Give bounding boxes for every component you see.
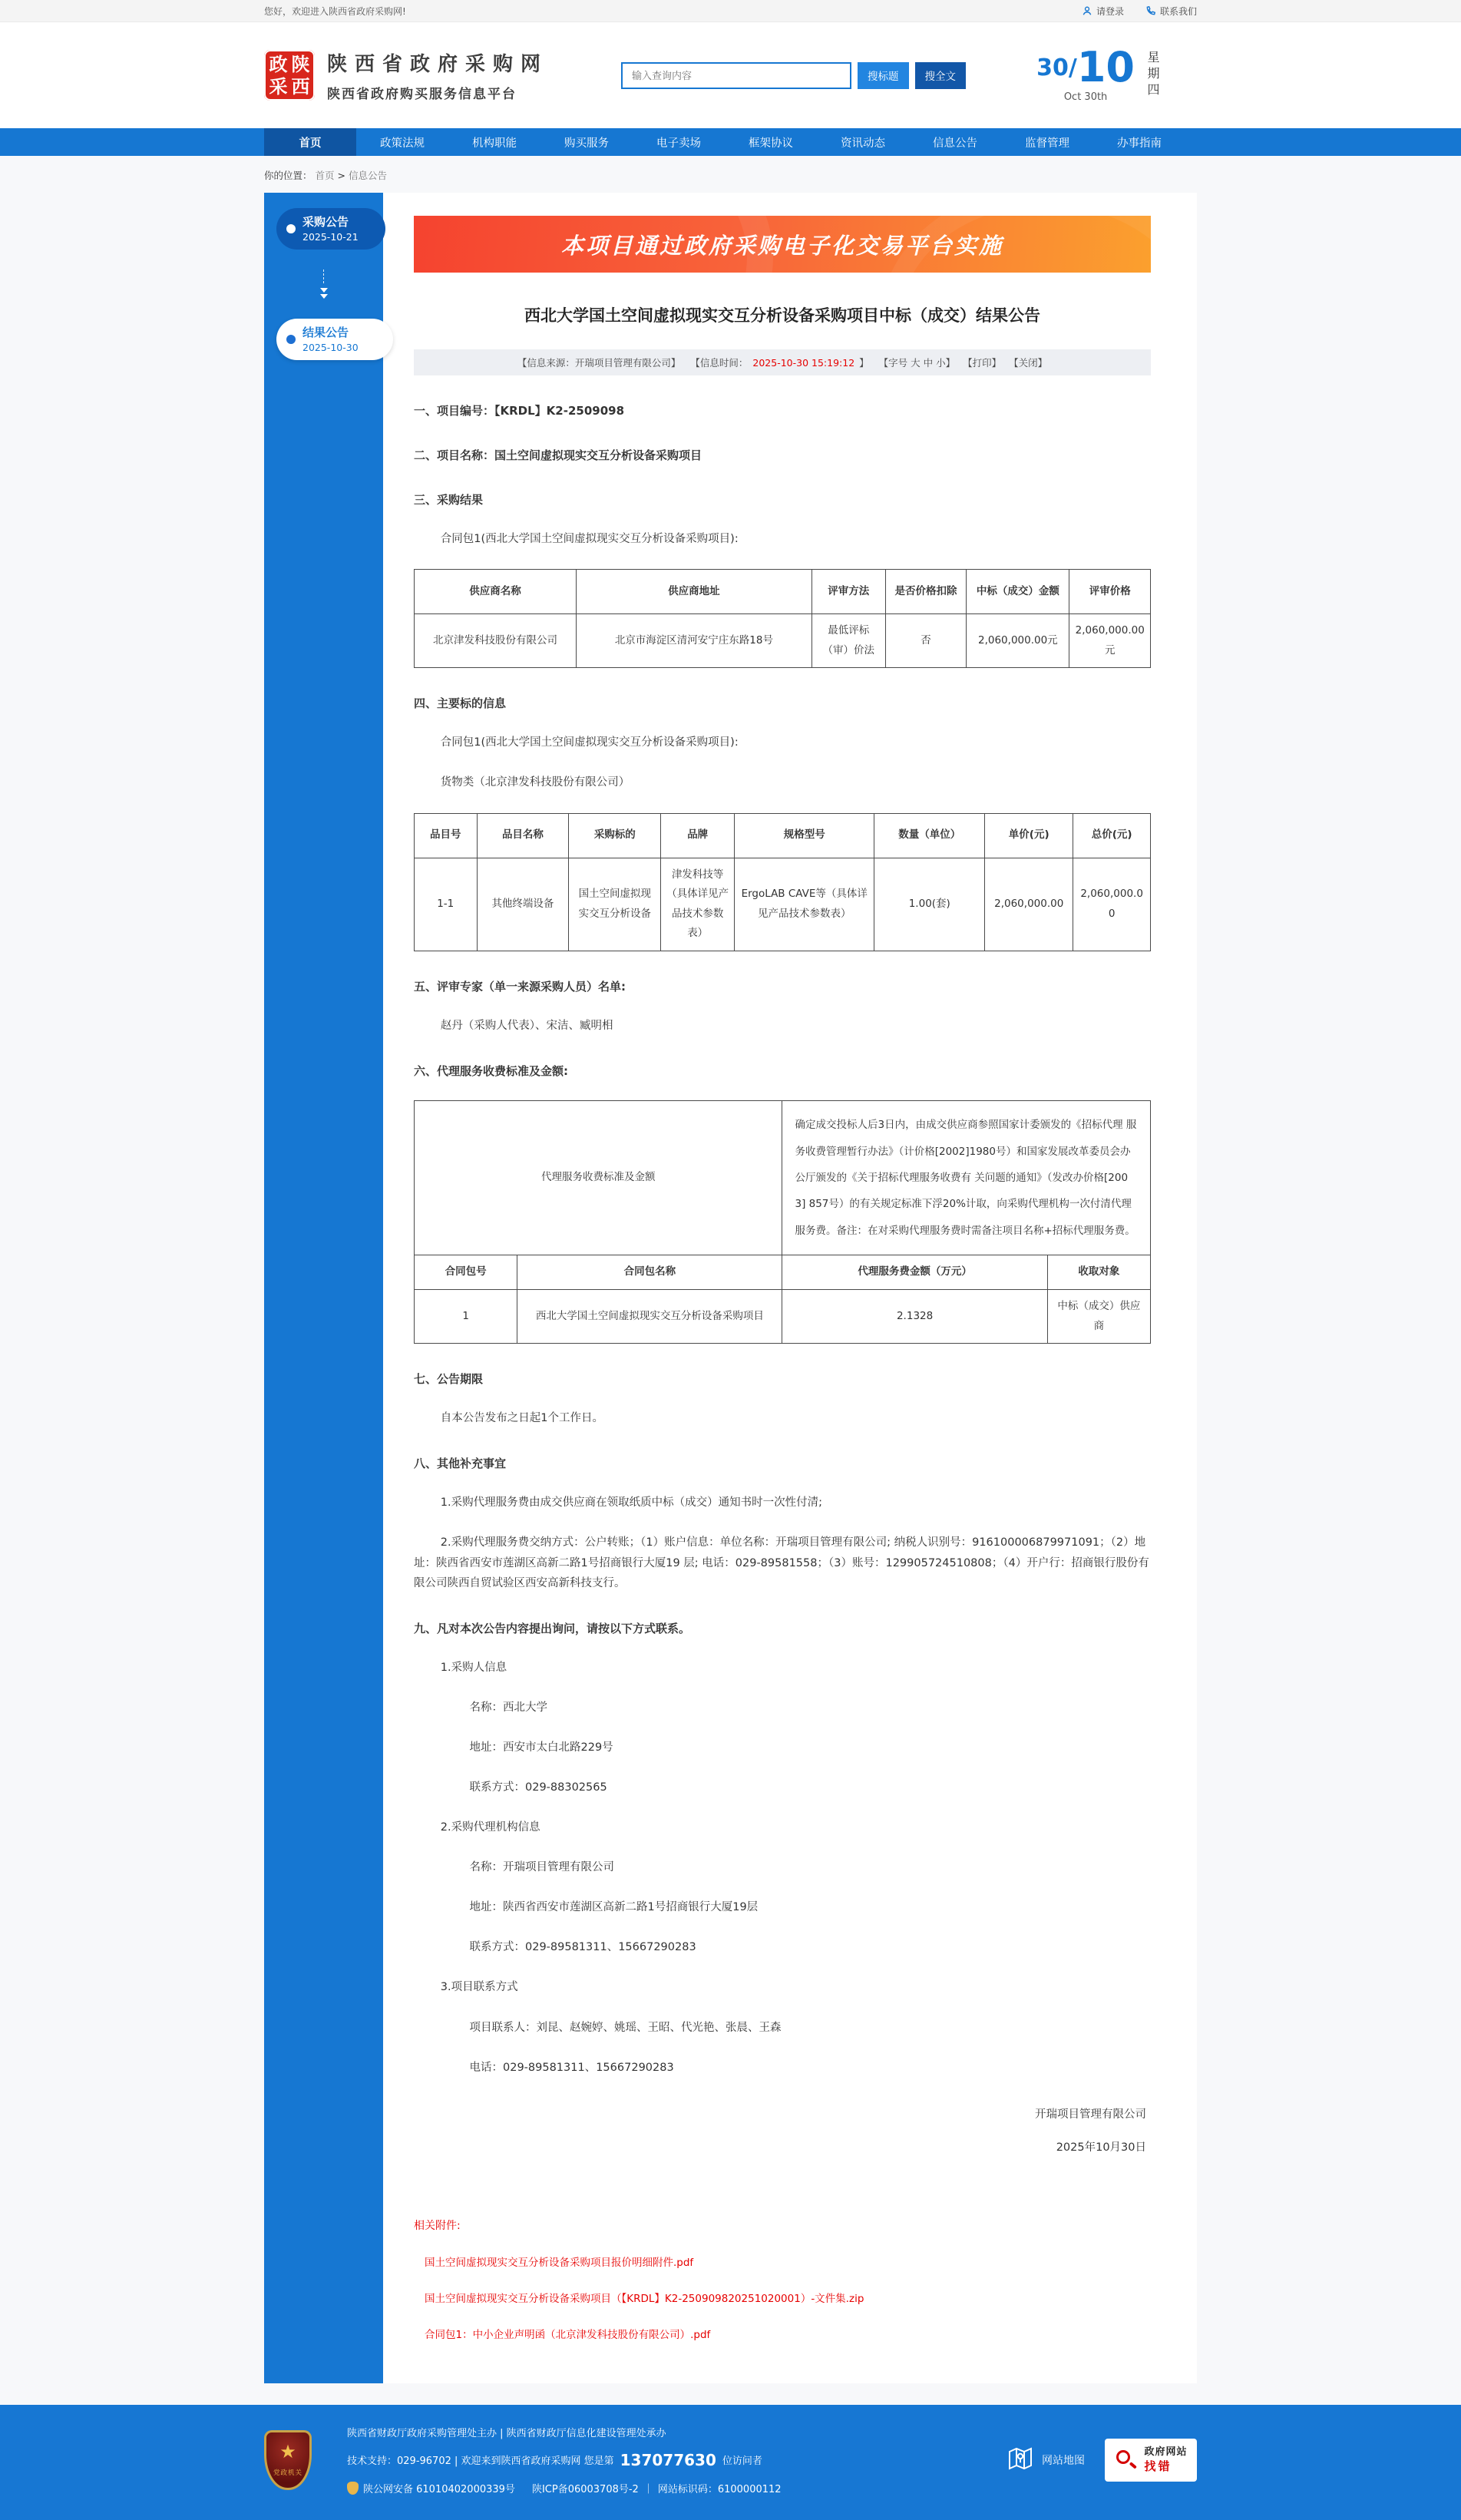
agency-contact: 联系方式：029-89581311、15667290283 [469,1941,696,1954]
site-subtitle: 陕西省政府购买服务信息平台 [327,87,517,102]
nav-item-policies[interactable]: 政策法规 [380,137,425,150]
section-3-heading: 三、采购结果 [414,493,484,507]
signature-org: 开瑞项目管理有限公司 [1035,2108,1146,2121]
attachments-title: 相关附件: [414,2219,461,2232]
table-row [415,858,1151,951]
nav-item-framework-agreement[interactable]: 框架协议 [749,137,793,150]
site-title: 陕西省政府采购网 [327,53,549,76]
top-utility-bar [0,0,1461,22]
party-government-emblem [264,2430,312,2490]
banner-text: 本项目通过政府采购电子化交易平台实施 [560,232,1003,259]
search-fulltext-button[interactable]: 搜全文 [915,62,967,89]
section-3-intro: 合同包1(西北大学国土空间虚拟现实交互分析设备采购项目): [440,533,739,545]
breadcrumb-current-link[interactable]: 信息公告 [348,170,387,181]
nav-item-e-marketplace[interactable]: 电子卖场 [656,137,701,150]
timeline-date: 2025-10-21 [302,231,359,243]
date-month: 10 [1076,43,1135,92]
security-filing-link[interactable]: 陕公网安备 61010402000339号 [363,2483,515,2495]
cell-supplier-address: 北京市海淀区清河安宁庄东路18号 [576,614,811,668]
col-package-name: 合同包名称 [517,1255,782,1290]
visitor-count: 137077630 [620,2450,716,2469]
cell-procurement-subject: 国土空间虚拟现实交互分析设备 [569,858,661,951]
cell-item-no: 1-1 [415,858,478,951]
timeline-label: 采购公告 [302,215,349,229]
timeline-arrow-down-icon [264,270,383,299]
footer-visitors-suffix: 位访问者 [722,2456,762,2468]
attachment-link-sme-declaration-pdf[interactable]: 合同包1：中小企业声明函（北京津发科技股份有限公司）.pdf [425,2328,711,2341]
main-items-table [414,813,1151,952]
col-review-price: 评审价格 [1069,570,1151,614]
cell-award-amount: 2,060,000.00元 [967,614,1069,668]
info-source: 【信息来源：开瑞项目管理有限公司】 [517,357,681,369]
welcome-text: 您好，欢迎进入陕西省政府采购网! [264,5,406,17]
section-4-intro1: 合同包1(西北大学国土空间虚拟现实交互分析设备采购项目): [440,736,739,749]
col-brand: 品牌 [661,813,735,858]
col-fee-amount: 代理服务费金额（万元） [782,1255,1047,1290]
agency-name: 名称：开瑞项目管理有限公司 [469,1861,614,1874]
attachments-section [414,2217,1151,2341]
cell-fee-amount: 2.1328 [782,1289,1047,1343]
agency-fee-table [414,1100,1151,1344]
police-badge-icon [347,2482,359,2495]
print-button[interactable]: 【打印】 [963,357,1002,369]
topbar-actions [1082,5,1197,18]
page-title: 西北大学国土空间虚拟现实交互分析设备采购项目中标（成交）结果公告 [524,306,1040,325]
cell-supplier-name: 北京津发科技股份有限公司 [415,614,577,668]
col-price-deduction: 是否价格扣除 [885,570,966,614]
site-footer [0,2405,1461,2520]
contact-link[interactable]: 联系我们 [1145,5,1197,18]
article-meta-bar [414,349,1151,375]
user-icon [1082,5,1092,16]
col-spec-model: 规格型号 [735,813,874,858]
login-link[interactable]: 请登录 [1082,5,1124,18]
table-header-row [415,1255,1151,1290]
search-input[interactable] [621,62,851,89]
section-4-heading: 四、主要标的信息 [414,696,507,711]
platform-banner [414,216,1151,273]
cell-item-name: 其他终端设备 [477,858,569,951]
col-procurement-subject: 采购标的 [569,813,661,858]
section-8-item-1: 1.采购代理服务费由成交供应商在领取纸质中标（成交）通知书时一次性付清; [440,1496,823,1510]
date-weekday: 星期四 [1145,51,1160,100]
nav-item-purchase-services[interactable]: 购买服务 [564,137,609,150]
nav-item-supervision[interactable]: 监督管理 [1025,137,1069,150]
announcement-article [383,193,1197,2383]
section-2-project-name: 二、项目名称：国土空间虚拟现实交互分析设备采购项目 [414,448,702,462]
footer-right [1007,2439,1197,2482]
cell-spec-model: ErgoLAB CAVE等（具体详见产品技术参数表） [735,858,874,951]
date-left [1036,43,1135,103]
magnifier-icon [1114,2449,1137,2472]
col-supplier-address: 供应商地址 [576,570,811,614]
col-supplier-name: 供应商名称 [415,570,577,614]
cell-quantity: 1.00(套) [874,858,985,951]
table-header-row [415,813,1151,858]
footer-organizer-line: 陕西省财政厅政府采购管理处主办 | 陕西省财政厅信息化建设管理处承办 [347,2427,666,2439]
brand-text [327,48,548,102]
info-time: 【信息时间： 2025-10-30 15:19:12 】 [690,357,869,369]
col-unit-price: 单价(元) [985,813,1073,858]
sitemap-link[interactable] [1007,2445,1085,2475]
emblem-star-icon: ★ [279,2441,296,2463]
nav-item-guide[interactable]: 办事指南 [1117,137,1162,150]
section-5-heading: 五、评审专家（单一来源采购人员）名单: [414,980,626,994]
nav-item-home[interactable]: 首页 [264,128,356,156]
col-total-price: 总价(元) [1073,813,1151,858]
nav-item-functions[interactable]: 机构职能 [472,137,517,150]
signature-block [414,2105,1151,2155]
date-day: 30/ [1036,55,1077,82]
font-size-controls[interactable]: 【字号 大 中 小】 [878,357,956,369]
cell-review-price: 2,060,000.00元 [1069,614,1151,668]
breadcrumb-home-link[interactable]: 首页 [315,170,335,181]
cell-review-method: 最低评标（审）价法 [811,614,885,668]
phone-icon [1145,5,1156,16]
col-item-no: 品目号 [415,813,478,858]
badge-find-error-label: 找错 [1144,2459,1172,2473]
site-header [0,22,1461,128]
timeline-item-result-notice[interactable] [276,319,393,360]
date-english: Oct 30th [1063,91,1108,103]
col-award-amount: 中标（成交）金额 [967,570,1069,614]
footer-support-text: 技术支持：029-96702 | 欢迎来到陕西省政府采购网 您是第 [347,2456,614,2468]
purchaser-contact: 联系方式：029-88302565 [469,1781,607,1794]
project-contact-heading: 3.项目联系方式 [440,1981,518,1994]
project-contact-phone: 电话：029-89581311、15667290283 [469,2061,674,2074]
sitemap-label: 网站地图 [1042,2454,1085,2467]
cell-unit-price: 2,060,000.00 [985,858,1073,951]
footer-info [347,2425,782,2495]
logo-char: 采 [269,75,288,98]
timeline-dot [286,335,296,344]
fee-standard-description: 确定成交投标人后3日内，由成交供应商参照国家计委颁发的《招标代理 服务收费管理暂行办法》（计价格[2002]1980号）和国家发展改革委员会办公厅颁发的《关于招标代理服务收费有 关问题的通知》（发改办价格[2003] 857号）的有关规定标准下浮20%计取，向采购代理机构一次付清代理服务费。备注：在对采购代理服务费时需备注项目名称+招标代理服务费。 [782,1101,1151,1255]
timeline-date: 2025-10-30 [302,342,359,353]
logo-char: 陕 [291,53,310,75]
info-time-value: 2025-10-30 15:19:12 [752,357,855,369]
section-7-heading: 七、公告期限 [414,1372,484,1387]
section-8-item-2: 2.采购代理服务费交纳方式：公户转账；（1）账户信息：单位名称：开瑞项目管理有限公司; 纳税人识别号：916100006879971091；（2）地址：陕西省西安市莲湖区高新二路1号招商银行大厦19 层; 电话：029-89581558；（3）账号：129905724510808；（4）开户行：招商银行股份有限公司陕西自贸试验区西安高新科技支行。 [414,1536,1149,1589]
date-widget [1036,43,1197,103]
badge-gov-site-label: 政府网站 [1144,2446,1188,2459]
cell-brand: 津发科技等（具体详见产品技术参数表） [661,858,735,951]
emblem-label: 党政机关 [273,2469,302,2478]
table-header-row [415,570,1151,614]
procurement-result-table [414,569,1151,668]
section-6-heading: 六、代理服务收费标准及金额: [414,1064,568,1079]
search-bar [621,62,966,89]
cell-total-price: 2,060,000.00 [1073,858,1151,951]
nav-item-announcements[interactable]: 信息公告 [933,137,977,150]
cell-fee-payer: 中标（成交）供应商 [1047,1289,1150,1343]
content-area [264,193,1197,2383]
logo-char: 政 [269,53,288,75]
agency-address: 地址：陕西省西安市莲湖区高新二路1号招商银行大厦19层 [469,1901,759,1914]
project-contact-persons: 项目联系人：刘昆、赵婉婷、姚瑶、王昭、代光艳、张晨、王森 [469,2021,782,2034]
section-7-body: 自本公告发布之日起1个工作日。 [440,1412,604,1425]
site-identification-code: 网站标识码：6100000112 [657,2483,782,2495]
section-5-experts: 赵丹（采购人代表）、宋洁、臧明相 [440,1020,613,1033]
section-4-intro2: 货物类（北京津发科技股份有限公司） [440,776,630,789]
purchaser-info-heading: 1.采购人信息 [440,1661,507,1674]
cell-package-name: 西北大学国土空间虚拟现实交互分析设备采购项目 [517,1289,782,1343]
close-button[interactable]: 【关闭】 [1009,357,1048,369]
cell-package-no: 1 [415,1289,517,1343]
icp-filing-link[interactable]: 陕ICP备06003708号-2 [531,2483,639,2495]
footer-separator: ｜ [643,2483,653,2495]
attachment-link-quotation-pdf[interactable]: 国土空间虚拟现实交互分析设备采购项目报价明细附件.pdf [425,2256,694,2269]
fee-standard-row [415,1101,1151,1255]
agency-info-heading: 2.采购代理机构信息 [440,1821,540,1834]
breadcrumb [264,168,1197,182]
table-row [415,614,1151,668]
col-review-method: 评审方法 [811,570,885,614]
breadcrumb-separator: > [337,170,345,181]
attachment-link-fileset-zip[interactable]: 国土空间虚拟现实交互分析设备采购项目（【KRDL】K2-250909820251020001）-文件集.zip [425,2292,864,2305]
col-package-no: 合同包号 [415,1255,517,1290]
breadcrumb-label: 你的位置： [264,170,312,181]
timeline-item-procurement-notice[interactable] [276,208,385,250]
site-logo [264,50,315,101]
main-nav [0,128,1461,156]
signature-date: 2025年10月30日 [1056,2141,1146,2154]
nav-item-news[interactable]: 资讯动态 [841,137,885,150]
section-9-heading: 九、凡对本次公告内容提出询问，请按以下方式联系。 [414,1621,691,1635]
col-item-name: 品目名称 [477,813,569,858]
gov-site-error-report-badge[interactable] [1105,2439,1197,2482]
map-icon [1007,2445,1034,2475]
purchaser-address: 地址：西安市太白北路229号 [469,1741,613,1754]
timeline-label: 结果公告 [302,326,349,339]
col-quantity: 数量（单位） [874,813,985,858]
section-8-heading: 八、其他补充事宜 [414,1457,507,1471]
timeline-dot [286,224,296,233]
fee-standard-label: 代理服务收费标准及金额 [415,1101,782,1255]
logo-char: 西 [291,75,310,98]
timeline-sidebar [264,193,383,2383]
purchaser-name: 名称：西北大学 [469,1701,547,1714]
section-1-project-number: 一、项目编号：【KRDL】K2-2509098 [414,404,625,418]
cell-price-deduction: 否 [885,614,966,668]
search-title-button[interactable]: 搜标题 [858,62,909,89]
table-row [415,1289,1151,1343]
col-fee-payer: 收取对象 [1047,1255,1150,1290]
